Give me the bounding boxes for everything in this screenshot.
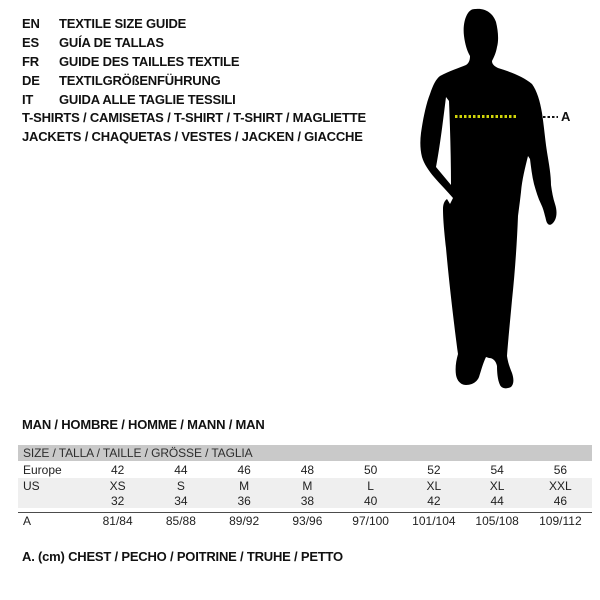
- language-code: EN: [22, 16, 40, 31]
- size-cell: 54: [490, 462, 504, 477]
- size-cell: XL: [426, 478, 442, 493]
- language-guide-text: GUIDE DES TAILLES TEXTILE: [59, 54, 240, 69]
- size-row-label: US: [23, 478, 40, 493]
- language-code: FR: [22, 54, 39, 69]
- size-cell: 42: [427, 493, 441, 508]
- size-cell: 50: [363, 462, 378, 477]
- size-cell: XXL: [549, 478, 572, 493]
- language-code: ES: [22, 35, 39, 50]
- size-cell: 44: [490, 493, 504, 508]
- chest-measure-line-callout: [543, 116, 558, 118]
- size-row-us: [18, 478, 592, 493]
- size-table: [18, 445, 592, 529]
- size-cell: 46: [553, 493, 568, 508]
- size-cell: 105/108: [475, 514, 519, 528]
- size-cell: 48: [300, 462, 315, 477]
- size-cell: 42: [110, 462, 125, 477]
- garment-types-line1: T-SHIRTS / CAMISETAS / T-SHIRT / T-SHIRT / MAGLIETTE: [22, 110, 366, 125]
- size-cell: S: [176, 478, 185, 493]
- size-cell: 109/112: [539, 514, 582, 528]
- language-code: DE: [22, 73, 40, 88]
- size-cell: 46: [237, 462, 251, 477]
- size-cell: M: [239, 478, 250, 493]
- size-cell: 52: [427, 462, 441, 477]
- size-row-label: Europe: [23, 462, 62, 477]
- size-cell: XL: [489, 478, 505, 493]
- measure-label-a: A: [561, 109, 571, 124]
- footnote-chest: A. (cm) CHEST / PECHO / POITRINE / TRUHE / PETTO: [22, 549, 343, 564]
- size-cell: 93/96: [292, 514, 323, 528]
- size-cell: XS: [109, 478, 126, 493]
- size-row-label: A: [23, 514, 32, 528]
- size-cell: 97/100: [352, 514, 389, 528]
- size-cell: 38: [300, 493, 315, 508]
- size-row-numeric: [18, 493, 592, 508]
- language-guide-text: TEXTILE SIZE GUIDE: [59, 16, 187, 31]
- size-cell: 56: [553, 462, 568, 477]
- size-table-header: SIZE / TALLA / TAILLE / GRÖSSE / TAGLIA: [18, 445, 592, 461]
- section-title-man: MAN / HOMBRE / HOMME / MANN / MAN: [22, 417, 265, 432]
- chest-measure-line-body: [455, 115, 517, 118]
- size-cell: 34: [174, 493, 188, 508]
- language-guide-text: TEXTILGRÖßENFÜHRUNG: [59, 73, 221, 88]
- size-cell: 36: [237, 493, 251, 508]
- size-cell: 89/92: [229, 514, 260, 528]
- size-cell: 101/104: [412, 514, 456, 528]
- size-cell: L: [367, 478, 374, 493]
- size-cell: 44: [174, 462, 188, 477]
- size-row-europe: [18, 461, 592, 478]
- language-guide-text: GUIDA ALLE TAGLIE TESSILI: [59, 92, 236, 107]
- language-guide-text: GUÍA DE TALLAS: [59, 35, 164, 50]
- size-cell: 32: [110, 493, 125, 508]
- size-cell: 81/84: [102, 514, 133, 528]
- language-code: IT: [22, 92, 34, 107]
- size-cell: 40: [363, 493, 378, 508]
- size-cell: M: [302, 478, 313, 493]
- size-row-chest: [18, 512, 592, 529]
- garment-types-line2: JACKETS / CHAQUETAS / VESTES / JACKEN / GIACCHE: [22, 129, 363, 144]
- man-silhouette-body: [420, 9, 556, 388]
- size-cell: 85/88: [165, 514, 196, 528]
